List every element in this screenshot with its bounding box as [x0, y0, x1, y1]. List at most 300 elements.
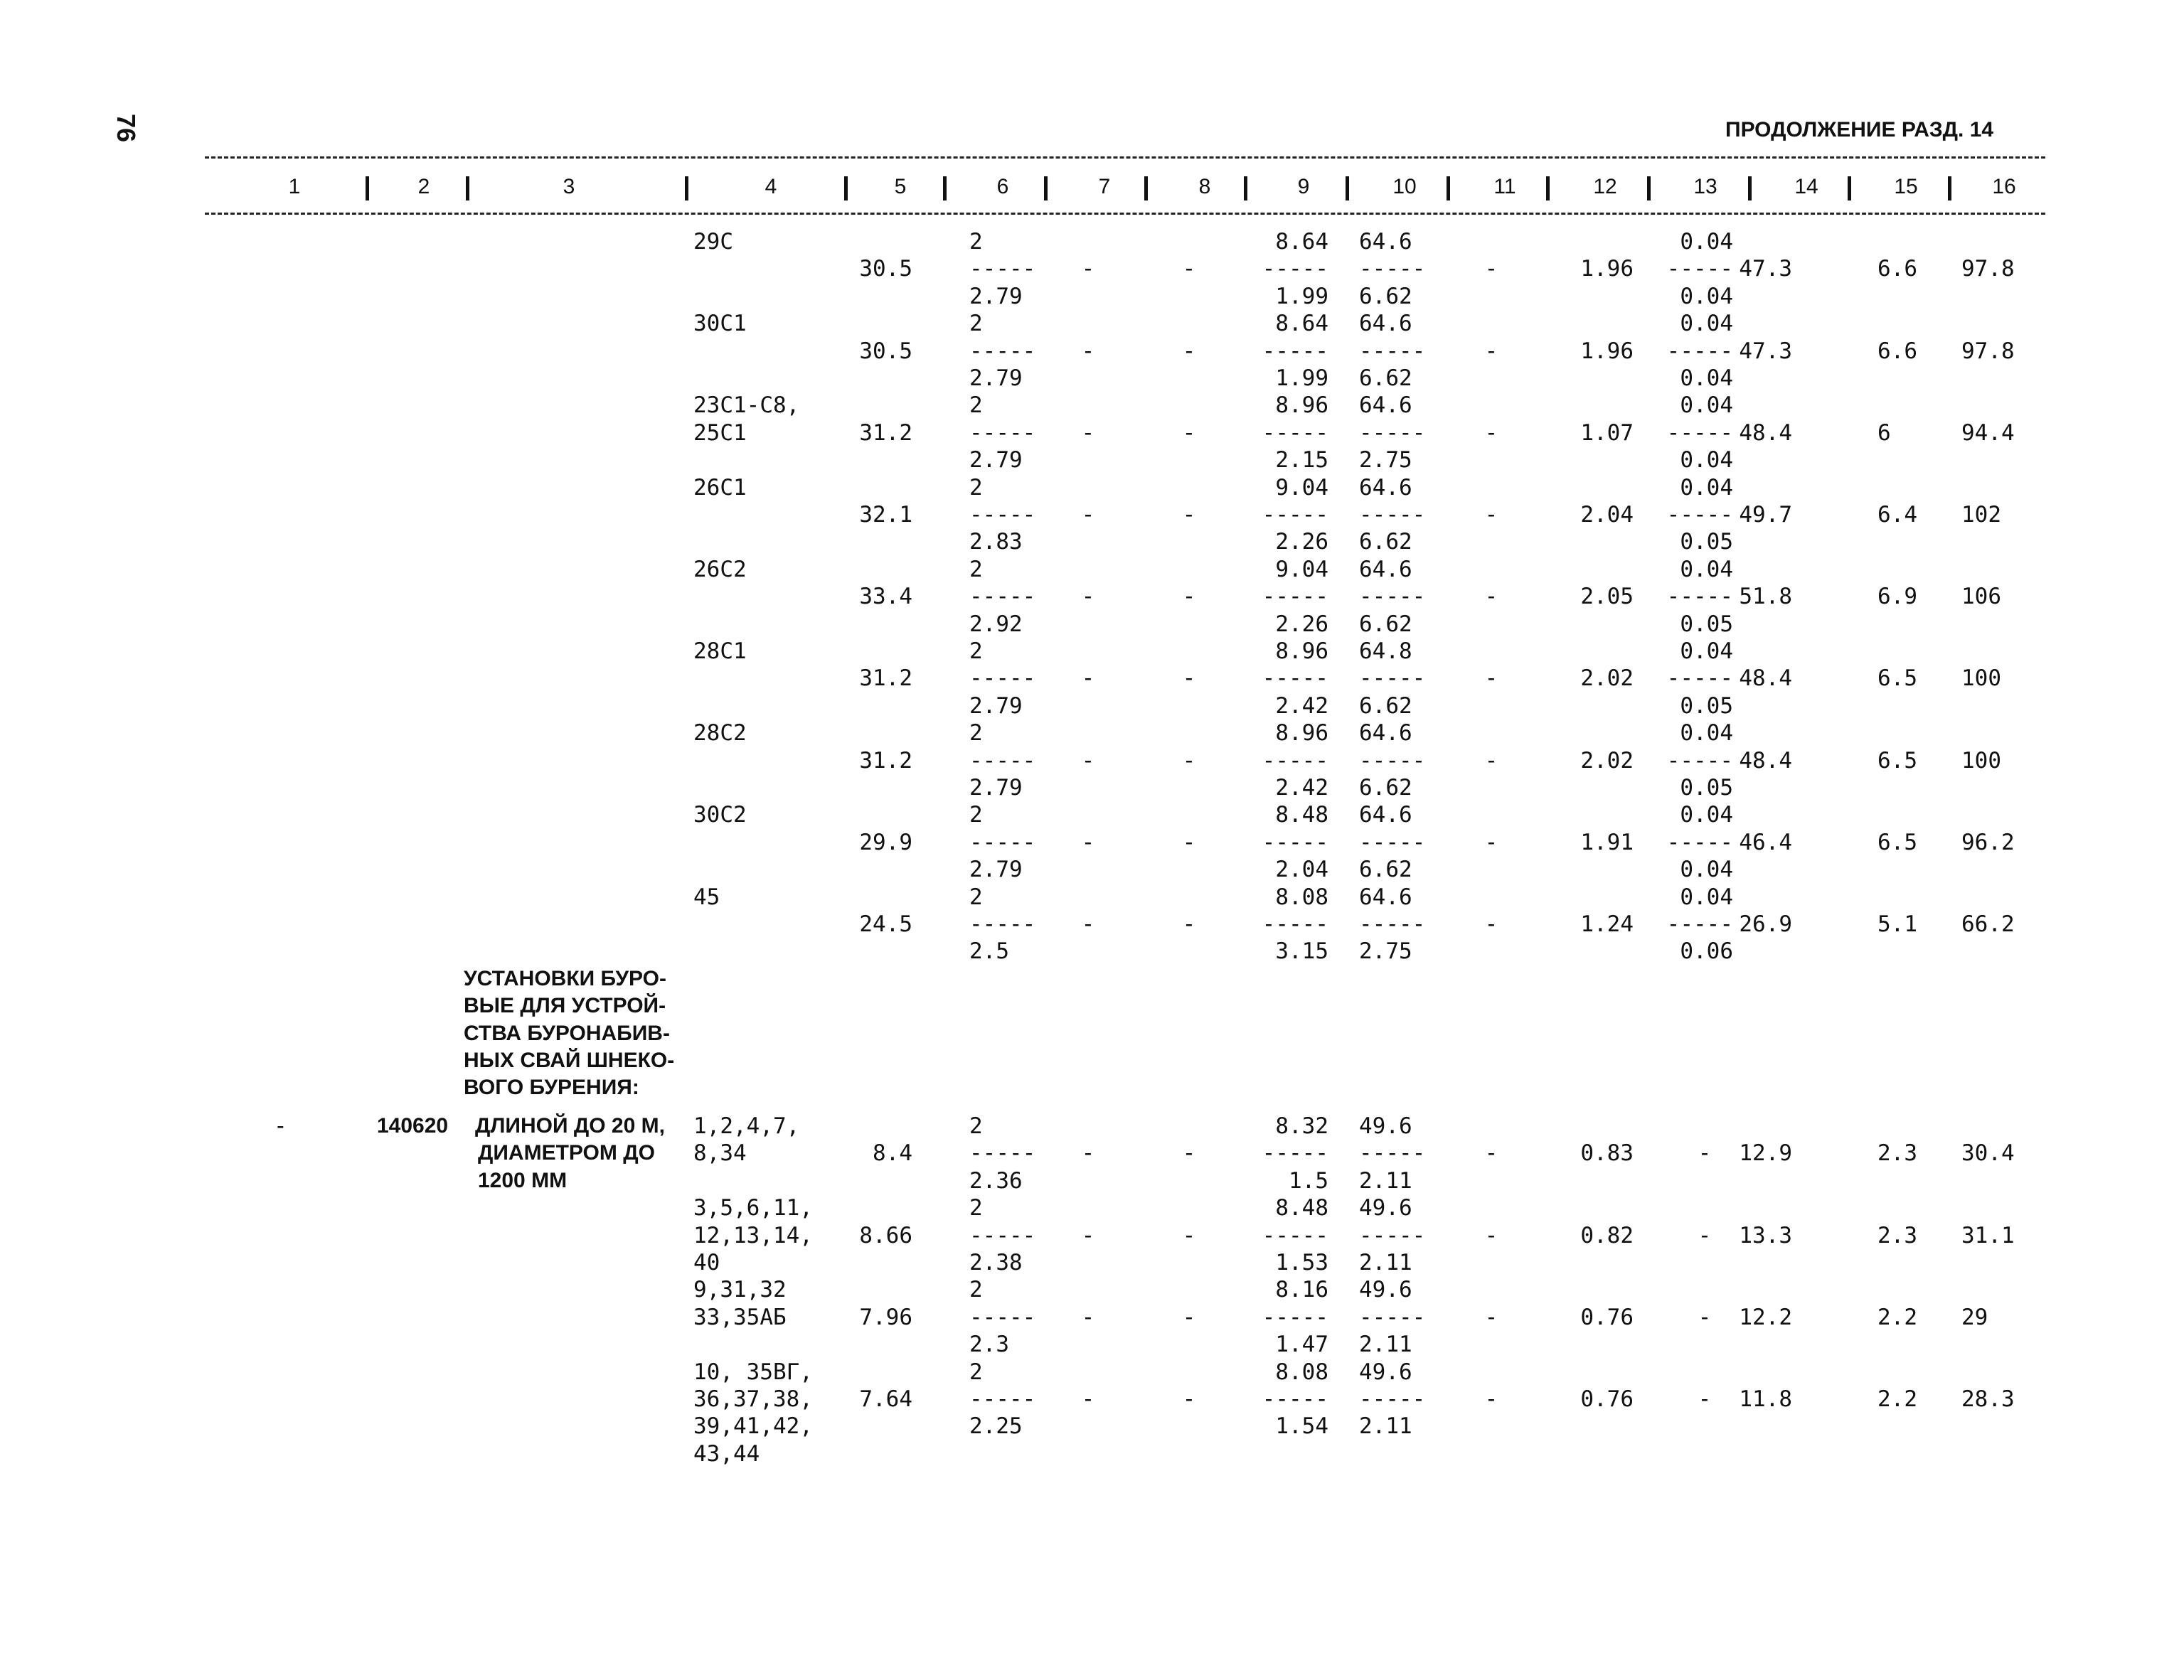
cell-col13: -	[1698, 1386, 1712, 1412]
cell-col10-numerator: 64.6	[1359, 311, 1412, 337]
cell-col6-denominator: 2.38	[969, 1250, 1023, 1275]
cell-col15: 6	[1877, 419, 1891, 446]
cell-col10-numerator: 49.6	[1359, 1195, 1412, 1221]
fraction-bar: -----	[1359, 829, 1426, 855]
cell-col10-denominator: 2.11	[1359, 1250, 1412, 1275]
cell-col6-denominator: 2.3	[969, 1332, 1009, 1358]
cell-col11: -	[1484, 829, 1498, 855]
cell-col8: -	[1182, 338, 1196, 364]
section-title-line: ВОГО БУРЕНИЯ:	[464, 1076, 639, 1100]
fraction-bar: -----	[969, 419, 1036, 446]
cell-col14: 26.9	[1739, 911, 1792, 937]
fraction-bar: -----	[1359, 1304, 1426, 1330]
cell-col10-denominator: 2.11	[1359, 1413, 1412, 1440]
cell-col9-denominator: 1.47	[1275, 1332, 1328, 1358]
cell-col13: -	[1698, 1304, 1712, 1330]
cell-col15: 6.9	[1877, 584, 1917, 610]
cell-col12: 1.24	[1580, 911, 1634, 937]
cell-col6-denominator: 2.25	[969, 1413, 1023, 1440]
cell-col4: 30С1	[693, 311, 747, 337]
column-separator	[1447, 176, 1450, 200]
cell-col5: 8.4	[873, 1140, 912, 1167]
column-header-1: 1	[288, 175, 301, 198]
fraction-bar: -----	[1359, 1222, 1426, 1248]
cell-col15: 6.6	[1877, 256, 1917, 282]
fraction-bar: -----	[1262, 1222, 1328, 1248]
fraction-bar: -----	[969, 829, 1036, 855]
cell-col4: 26С2	[693, 556, 747, 582]
cell-col16: 31.1	[1961, 1222, 2015, 1248]
fraction-bar: -----	[1666, 829, 1733, 855]
column-header-2: 2	[417, 175, 430, 198]
cell-col13-denominator: 0.04	[1680, 365, 1733, 391]
cell-col13-numerator: 0.04	[1680, 311, 1733, 337]
cell-col11: -	[1484, 1222, 1498, 1248]
column-separator	[685, 176, 688, 200]
item-col1-dash: -	[274, 1113, 287, 1139]
fraction-bar: -----	[1359, 747, 1426, 774]
cell-col7: -	[1081, 1304, 1095, 1330]
cell-col16: 97.8	[1961, 338, 2015, 364]
cell-col4: 43,44	[693, 1440, 760, 1467]
cell-col10-denominator: 6.62	[1359, 775, 1412, 801]
item-description-line: ДИАМЕТРОМ ДО	[478, 1141, 655, 1165]
page-number: 76	[112, 114, 141, 143]
column-header-13: 13	[1693, 175, 1717, 198]
fraction-bar: -----	[1262, 747, 1328, 774]
cell-col12: 2.02	[1580, 747, 1634, 774]
fraction-bar: -----	[1666, 419, 1733, 446]
cell-col9-numerator: 8.08	[1275, 884, 1328, 910]
column-header-7: 7	[1098, 175, 1111, 198]
cell-col7: -	[1081, 419, 1095, 446]
cell-col10-denominator: 6.62	[1359, 529, 1412, 555]
cell-col7: -	[1081, 256, 1095, 282]
fraction-bar: -----	[1262, 665, 1328, 692]
cell-col10-denominator: 6.62	[1359, 857, 1412, 883]
cell-col15: 6.6	[1877, 338, 1917, 364]
cell-col15: 2.3	[1877, 1222, 1917, 1248]
cell-col16: 96.2	[1961, 829, 2015, 855]
fraction-bar: -----	[969, 1304, 1036, 1330]
cell-col13-denominator: 0.05	[1680, 529, 1733, 555]
item-description-line: 1200 ММ	[478, 1168, 568, 1192]
column-header-10: 10	[1392, 175, 1417, 198]
cell-col5: 31.2	[859, 747, 912, 774]
cell-col6-denominator: 2.5	[969, 938, 1009, 965]
cell-col4: 12,13,14,	[693, 1222, 813, 1248]
cell-col14: 48.4	[1739, 747, 1792, 774]
cell-col13-numerator: 0.04	[1680, 556, 1733, 582]
cell-col4: 29С	[693, 229, 733, 255]
cell-col16: 94.4	[1961, 419, 2015, 446]
cell-col10-denominator: 6.62	[1359, 611, 1412, 637]
cell-col6-denominator: 2.79	[969, 692, 1023, 719]
cell-col16: 97.8	[1961, 256, 2015, 282]
fraction-bar: -----	[1359, 338, 1426, 364]
cell-col15: 2.2	[1877, 1304, 1917, 1330]
cell-col14: 48.4	[1739, 665, 1792, 692]
cell-col11: -	[1484, 911, 1498, 937]
fraction-bar: -----	[1359, 256, 1426, 282]
cell-col15: 2.2	[1877, 1386, 1917, 1412]
cell-col4: 9,31,32	[693, 1277, 787, 1303]
cell-col8: -	[1182, 1140, 1196, 1167]
cell-col11: -	[1484, 1304, 1498, 1330]
cell-col9-denominator: 2.26	[1275, 529, 1328, 555]
cell-col5: 30.5	[859, 256, 912, 282]
cell-col7: -	[1081, 911, 1095, 937]
cell-col13: -	[1698, 1222, 1712, 1248]
cell-col8: -	[1182, 829, 1196, 855]
cell-col10-numerator: 49.6	[1359, 1359, 1412, 1385]
cell-col9-numerator: 8.16	[1275, 1277, 1328, 1303]
column-header-3: 3	[563, 175, 575, 198]
cell-col6-denominator: 2.79	[969, 857, 1023, 883]
cell-col14: 13.3	[1739, 1222, 1792, 1248]
column-header-4: 4	[765, 175, 777, 198]
fraction-bar: -----	[969, 911, 1036, 937]
fraction-bar: -----	[1666, 256, 1733, 282]
cell-col8: -	[1182, 502, 1196, 528]
cell-col16: 30.4	[1961, 1140, 2015, 1167]
cell-col12: 0.76	[1580, 1304, 1634, 1330]
fraction-bar: -----	[1262, 584, 1328, 610]
cell-col15: 6.5	[1877, 747, 1917, 774]
cell-col7: -	[1081, 584, 1095, 610]
cell-col8: -	[1182, 1304, 1196, 1330]
fraction-bar: -----	[969, 1386, 1036, 1412]
fraction-bar: -----	[969, 338, 1036, 364]
cell-col13-numerator: 0.04	[1680, 392, 1733, 419]
cell-col15: 6.4	[1877, 502, 1917, 528]
cell-col15: 2.3	[1877, 1140, 1917, 1167]
cell-col4: 40	[693, 1250, 720, 1275]
cell-col8: -	[1182, 1386, 1196, 1412]
cell-col11: -	[1484, 256, 1498, 282]
fraction-bar: -----	[1262, 911, 1328, 937]
cell-col13-numerator: 0.04	[1680, 474, 1733, 501]
cell-col5: 24.5	[859, 911, 912, 937]
fraction-bar: -----	[1666, 911, 1733, 937]
cell-col13-denominator: 0.04	[1680, 447, 1733, 473]
cell-col15: 6.5	[1877, 665, 1917, 692]
cell-col11: -	[1484, 1140, 1498, 1167]
fraction-bar: -----	[1262, 1386, 1328, 1412]
fraction-bar: -----	[969, 665, 1036, 692]
cell-col15: 5.1	[1877, 911, 1917, 937]
column-header-8: 8	[1198, 175, 1211, 198]
header-top-rule	[205, 156, 2045, 159]
column-separator	[1244, 176, 1247, 200]
cell-col7: -	[1081, 829, 1095, 855]
cell-col5: 29.9	[859, 829, 912, 855]
cell-col6-numerator: 2	[969, 1113, 983, 1139]
cell-col8: -	[1182, 419, 1196, 446]
cell-col10-numerator: 64.6	[1359, 474, 1412, 501]
fraction-bar: -----	[969, 256, 1036, 282]
cell-col6-numerator: 2	[969, 474, 983, 501]
cell-col13-denominator: 0.05	[1680, 775, 1733, 801]
cell-col7: -	[1081, 502, 1095, 528]
section-title-line: УСТАНОВКИ БУРО-	[464, 966, 666, 990]
column-separator	[1546, 176, 1550, 200]
column-header-5: 5	[894, 175, 907, 198]
cell-col13-numerator: 0.04	[1680, 884, 1733, 910]
cell-col10-denominator: 2.75	[1359, 447, 1412, 473]
cell-col14: 12.2	[1739, 1304, 1792, 1330]
cell-col13-numerator: 0.04	[1680, 229, 1733, 255]
cell-col16: 66.2	[1961, 911, 2015, 937]
column-separator	[1748, 176, 1752, 200]
cell-col7: -	[1081, 338, 1095, 364]
cell-col10-denominator: 6.62	[1359, 365, 1412, 391]
cell-col6-numerator: 2	[969, 638, 983, 664]
cell-col9-denominator: 1.5	[1289, 1167, 1328, 1194]
cell-col9-numerator: 8.96	[1275, 720, 1328, 747]
cell-col9-denominator: 3.15	[1275, 938, 1328, 965]
cell-col16: 28.3	[1961, 1386, 2015, 1412]
cell-col7: -	[1081, 1222, 1095, 1248]
cell-col11: -	[1484, 338, 1498, 364]
section-title-line: ВЫЕ ДЛЯ УСТРОЙ-	[464, 994, 666, 1018]
cell-col6-numerator: 2	[969, 556, 983, 582]
cell-col9-denominator: 2.42	[1275, 692, 1328, 719]
cell-col6-numerator: 2	[969, 1195, 983, 1221]
cell-col14: 12.9	[1739, 1140, 1792, 1167]
cell-col5: 31.2	[859, 665, 912, 692]
cell-col4: 25С1	[693, 419, 747, 446]
cell-col11: -	[1484, 584, 1498, 610]
column-header-16: 16	[1992, 175, 2016, 198]
column-header-12: 12	[1593, 175, 1617, 198]
fraction-bar: -----	[1262, 1304, 1328, 1330]
cell-col6-denominator: 2.92	[969, 611, 1023, 637]
cell-col7: -	[1081, 1140, 1095, 1167]
cell-col4: 1,2,4,7,	[693, 1113, 800, 1139]
item-description-line: ДЛИНОЙ ДО 20 М,	[475, 1114, 665, 1138]
cell-col12: 1.07	[1580, 419, 1634, 446]
cell-col10-numerator: 64.6	[1359, 884, 1412, 910]
fraction-bar: -----	[1359, 665, 1426, 692]
fraction-bar: -----	[1359, 1140, 1426, 1167]
cell-col6-denominator: 2.36	[969, 1167, 1023, 1194]
cell-col13: -	[1698, 1140, 1712, 1167]
cell-col8: -	[1182, 911, 1196, 937]
cell-col6-numerator: 2	[969, 884, 983, 910]
cell-col16: 100	[1961, 665, 2001, 692]
cell-col4: 36,37,38,	[693, 1386, 813, 1412]
cell-col11: -	[1484, 502, 1498, 528]
cell-col13-denominator: 0.04	[1680, 283, 1733, 309]
cell-col6-numerator: 2	[969, 229, 983, 255]
cell-col5: 33.4	[859, 584, 912, 610]
cell-col11: -	[1484, 665, 1498, 692]
cell-col8: -	[1182, 747, 1196, 774]
cell-col4: 30С2	[693, 802, 747, 828]
cell-col5: 7.64	[859, 1386, 912, 1412]
cell-col13-denominator: 0.05	[1680, 611, 1733, 637]
cell-col10-denominator: 2.11	[1359, 1332, 1412, 1358]
column-separator	[943, 176, 947, 200]
cell-col4: 3,5,6,11,	[693, 1195, 813, 1221]
cell-col15: 6.5	[1877, 829, 1917, 855]
column-separator	[1647, 176, 1651, 200]
cell-col13-numerator: 0.04	[1680, 720, 1733, 747]
cell-col5: 31.2	[859, 419, 912, 446]
cell-col13-denominator: 0.04	[1680, 857, 1733, 883]
cell-col14: 46.4	[1739, 829, 1792, 855]
cell-col6-denominator: 2.79	[969, 365, 1023, 391]
cell-col14: 49.7	[1739, 502, 1792, 528]
cell-col9-denominator: 1.99	[1275, 365, 1328, 391]
cell-col7: -	[1081, 665, 1095, 692]
cell-col10-numerator: 64.6	[1359, 229, 1412, 255]
cell-col4: 33,35АБ	[693, 1304, 787, 1330]
fraction-bar: -----	[969, 1140, 1036, 1167]
section-title-line: СТВА БУРОНАБИВ-	[464, 1021, 670, 1045]
fraction-bar: -----	[969, 747, 1036, 774]
fraction-bar: -----	[1359, 911, 1426, 937]
cell-col14: 48.4	[1739, 419, 1792, 446]
cell-col6-numerator: 2	[969, 392, 983, 419]
cell-col14: 47.3	[1739, 338, 1792, 364]
cell-col6-denominator: 2.79	[969, 447, 1023, 473]
column-separator	[1144, 176, 1148, 200]
column-separator	[1948, 176, 1951, 200]
cell-col14: 11.8	[1739, 1386, 1792, 1412]
fraction-bar: -----	[1262, 419, 1328, 446]
cell-col13-denominator: 0.06	[1680, 938, 1733, 965]
cell-col12: 2.05	[1580, 584, 1634, 610]
cell-col9-denominator: 2.15	[1275, 447, 1328, 473]
column-separator	[1346, 176, 1349, 200]
fraction-bar: -----	[1262, 338, 1328, 364]
cell-col6-numerator: 2	[969, 311, 983, 337]
cell-col10-numerator: 49.6	[1359, 1113, 1412, 1139]
cell-col9-denominator: 1.54	[1275, 1413, 1328, 1440]
cell-col6-numerator: 2	[969, 1277, 983, 1303]
cell-col7: -	[1081, 747, 1095, 774]
cell-col10-numerator: 49.6	[1359, 1277, 1412, 1303]
column-header-9: 9	[1297, 175, 1310, 198]
fraction-bar: -----	[1666, 338, 1733, 364]
column-header-6: 6	[996, 175, 1009, 198]
cell-col10-numerator: 64.6	[1359, 556, 1412, 582]
cell-col10-denominator: 2.11	[1359, 1167, 1412, 1194]
cell-col10-numerator: 64.8	[1359, 638, 1412, 664]
cell-col13-denominator: 0.05	[1680, 692, 1733, 719]
column-separator	[366, 176, 369, 200]
cell-col4: 23С1-С8,	[693, 392, 800, 419]
column-header-15: 15	[1894, 175, 1918, 198]
fraction-bar: -----	[969, 502, 1036, 528]
cell-col9-numerator: 8.32	[1275, 1113, 1328, 1139]
cell-col12: 1.96	[1580, 256, 1634, 282]
cell-col5: 30.5	[859, 338, 912, 364]
cell-col4: 45	[693, 884, 720, 910]
cell-col16: 100	[1961, 747, 2001, 774]
cell-col7: -	[1081, 1386, 1095, 1412]
cell-col12: 0.76	[1580, 1386, 1634, 1412]
cell-col4: 28С2	[693, 720, 747, 747]
cell-col6-numerator: 2	[969, 1359, 983, 1385]
cell-col10-denominator: 2.75	[1359, 938, 1412, 965]
cell-col6-denominator: 2.83	[969, 529, 1023, 555]
cell-col10-denominator: 6.62	[1359, 283, 1412, 309]
fraction-bar: -----	[1666, 584, 1733, 610]
cell-col5: 32.1	[859, 502, 912, 528]
cell-col5: 8.66	[859, 1222, 912, 1248]
cell-col12: 0.82	[1580, 1222, 1634, 1248]
fraction-bar: -----	[1359, 1386, 1426, 1412]
cell-col9-denominator: 1.99	[1275, 283, 1328, 309]
cell-col10-numerator: 64.6	[1359, 392, 1412, 419]
cell-col9-numerator: 9.04	[1275, 474, 1328, 501]
cell-col13-numerator: 0.04	[1680, 802, 1733, 828]
cell-col9-numerator: 9.04	[1275, 556, 1328, 582]
cell-col9-numerator: 8.08	[1275, 1359, 1328, 1385]
cell-col9-numerator: 8.96	[1275, 638, 1328, 664]
cell-col10-numerator: 64.6	[1359, 720, 1412, 747]
cell-col16: 106	[1961, 584, 2001, 610]
section-title-line: НЫХ СВАЙ ШНЕКО-	[464, 1049, 675, 1072]
cell-col4: 10, 35ВГ,	[693, 1359, 813, 1385]
fraction-bar: -----	[969, 1222, 1036, 1248]
cell-col4: 26С1	[693, 474, 747, 501]
fraction-bar: -----	[1666, 502, 1733, 528]
cell-col9-numerator: 8.48	[1275, 1195, 1328, 1221]
cell-col8: -	[1182, 1222, 1196, 1248]
column-separator	[844, 176, 848, 200]
cell-col9-numerator: 8.64	[1275, 311, 1328, 337]
header-bottom-rule	[205, 213, 2045, 215]
column-header-14: 14	[1794, 175, 1818, 198]
fraction-bar: -----	[1262, 502, 1328, 528]
cell-col6-denominator: 2.79	[969, 775, 1023, 801]
fraction-bar: -----	[1359, 419, 1426, 446]
cell-col11: -	[1484, 747, 1498, 774]
cell-col13-numerator: 0.04	[1680, 638, 1733, 664]
fraction-bar: -----	[1666, 665, 1733, 692]
cell-col9-denominator: 2.42	[1275, 775, 1328, 801]
cell-col9-denominator: 2.26	[1275, 611, 1328, 637]
cell-col16: 102	[1961, 502, 2001, 528]
cell-col11: -	[1484, 1386, 1498, 1412]
cell-col4: 39,41,42,	[693, 1413, 813, 1440]
cell-col9-numerator: 8.96	[1275, 392, 1328, 419]
section-heading: ПРОДОЛЖЕНИЕ РАЗД. 14	[1725, 118, 1994, 141]
cell-col16: 29	[1961, 1304, 1988, 1330]
cell-col9-numerator: 8.48	[1275, 802, 1328, 828]
cell-col14: 47.3	[1739, 256, 1792, 282]
cell-col12: 1.91	[1580, 829, 1634, 855]
cell-col9-numerator: 8.64	[1275, 229, 1328, 255]
fraction-bar: -----	[1359, 584, 1426, 610]
cell-col9-denominator: 1.53	[1275, 1250, 1328, 1275]
column-separator	[466, 176, 469, 200]
fraction-bar: -----	[1262, 256, 1328, 282]
cell-col8: -	[1182, 665, 1196, 692]
column-separator	[1044, 176, 1048, 200]
cell-col9-denominator: 2.04	[1275, 857, 1328, 883]
cell-col10-denominator: 6.62	[1359, 692, 1412, 719]
cell-col4: 28С1	[693, 638, 747, 664]
cell-col12: 1.96	[1580, 338, 1634, 364]
column-separator	[1848, 176, 1851, 200]
item-code: 140620	[377, 1114, 449, 1138]
column-header-11: 11	[1493, 175, 1516, 198]
